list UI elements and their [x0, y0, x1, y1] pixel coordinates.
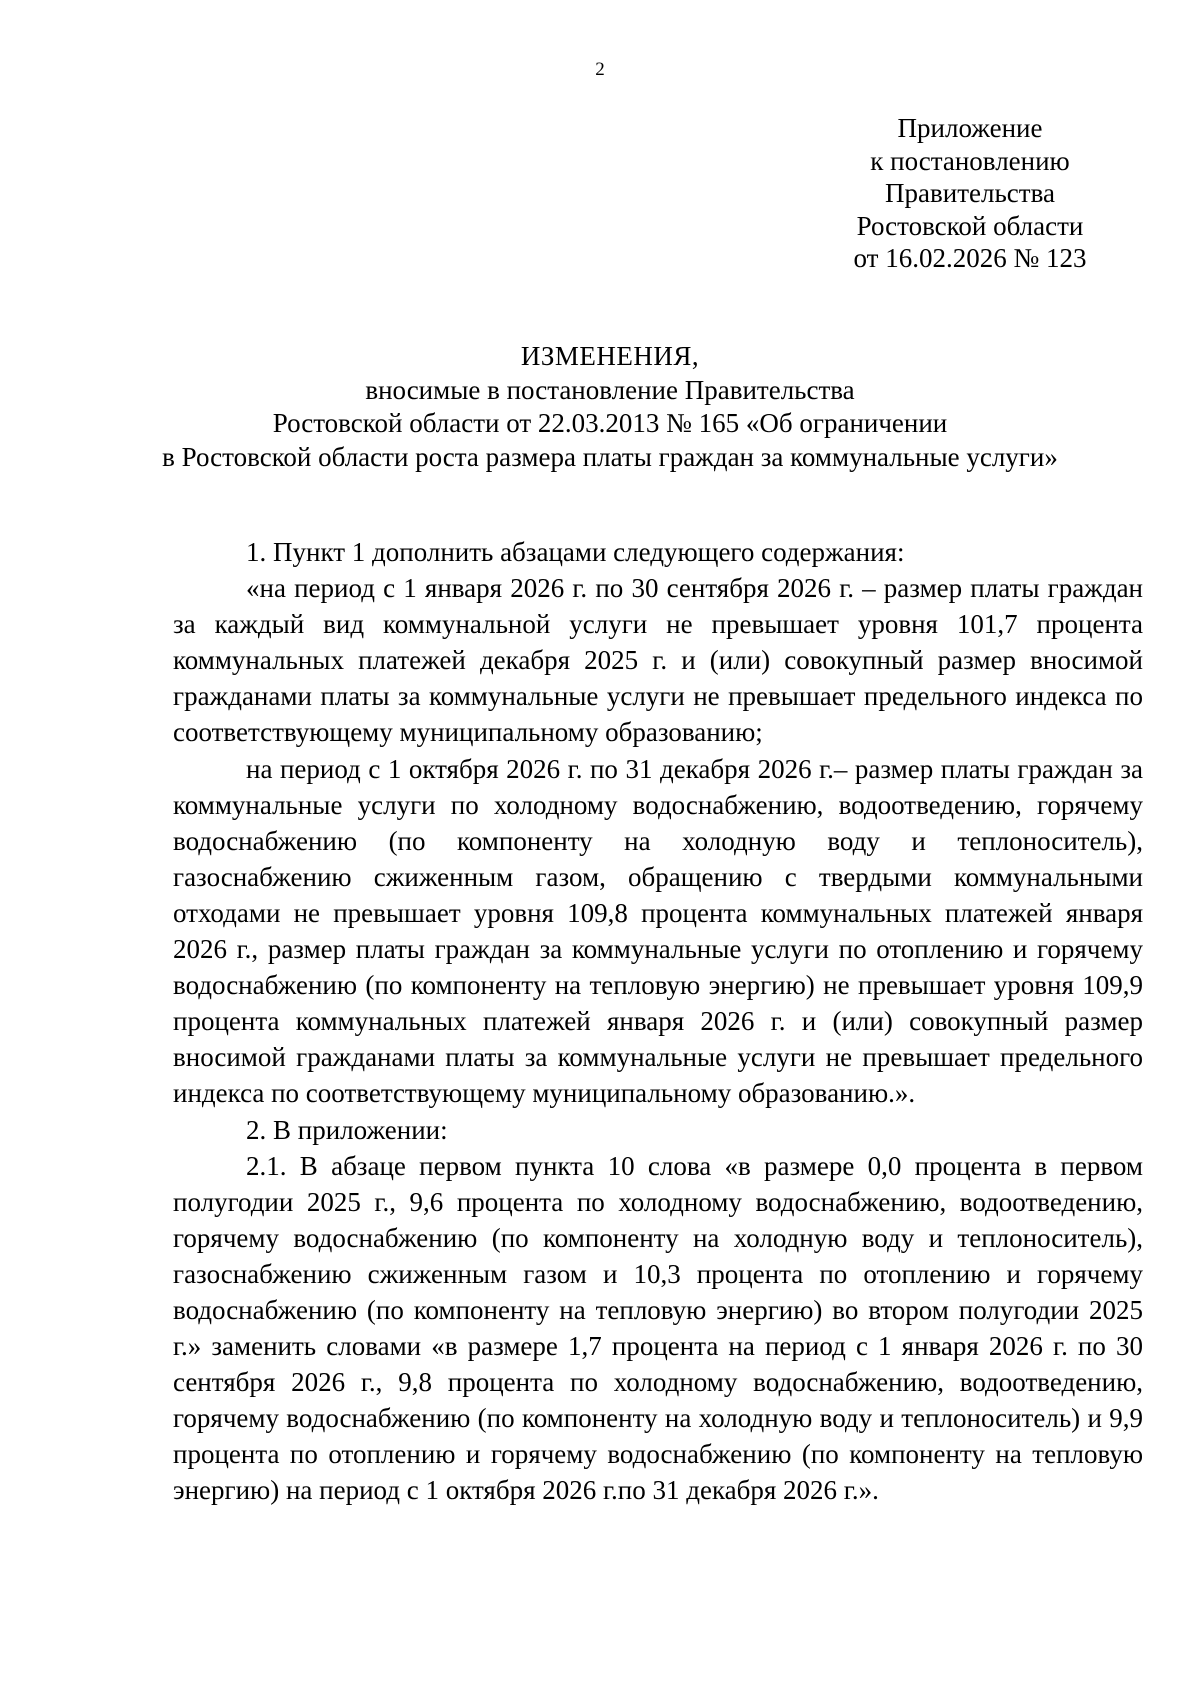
- body-paragraph: 2. В приложении:: [246, 1114, 448, 1145]
- body-paragraph: на период с 1 октября 2026 г. по 31 декабря 2026 г.– размер платы граждан за коммунальные услуги по холодному водоснабжению, водоотведению, горячему водоснабжению (по компоненту на холодную воду и теплоноситель), газоснабжению сжиженным газом, обращению с твердыми коммунальными отходами не превышает уровня 109,8 процента коммунальных платежей января 2026 г., размер платы граждан за коммунальные услуги по отоплению и горячему водоснабжению (по компоненту на тепловую энергию) не превышает уровня 109,9 процента коммунальных платежей января 2026 г. и (или) совокупный размер вносимой гражданами платы за коммунальные услуги не превышает предельного индекса по соответствующему муниципальному образованию.».: [173, 753, 1143, 1109]
- body-paragraph: 2.1. В абзаце первом пункта 10 слова «в размере 0,0 процента в первом полугодии 2025 г., 9,6 процента по холодному водоснабжению, водоотведению, горячему водоснабжению (по компоненту на холодную воду и теплоноситель), газоснабжению сжиженным газом и 10,3 процента по отоплению и горячему водоснабжению (по компоненту на тепловую энергию) во втором полугодии 2025 г.» заменить словами «в размере 1,7 процента на период с 1 января 2026 г. по 30 сентября 2026 г., 9,8 процента по холодному водоснабжению, водоотведению, горячему водоснабжению (по компоненту на холодную воду и теплоноситель) и 9,9 процента по отоплению и горячему водоснабжению (по компоненту на тепловую энергию) на период с 1 октября 2026 г.по 31 декабря 2026 г.».: [173, 1150, 1143, 1506]
- page-number: 2: [595, 59, 605, 80]
- body-paragraph: «на период с 1 января 2026 г. по 30 сентября 2026 г. – размер платы граждан за каждый вид коммунальной услуги не превышает уровня 101,7 процента коммунальных платежей декабря 2025 г. и (или) совокупный размер вносимой гражданами платы за коммунальные услуги не превышает предельного индекса по соответствующему муниципальному образованию;: [173, 573, 1143, 748]
- appendix-line: Приложение: [897, 113, 1043, 143]
- body-paragraph: 1. Пункт 1 дополнить абзацами следующего содержания:: [246, 537, 905, 567]
- document-title: [150, 340, 1070, 474]
- title-subtitle-line: Ростовской области от 22.03.2013 № 165 «Об ограничении: [272, 408, 948, 438]
- appendix-header: [805, 112, 1135, 275]
- appendix-line: Правительства: [885, 178, 1055, 208]
- title-heading: ИЗМЕНЕНИЯ,: [520, 341, 700, 371]
- appendix-line: к постановлению: [870, 145, 1070, 176]
- appendix-line: Ростовской области: [856, 210, 1084, 241]
- appendix-line: от 16.02.2026 № 123: [853, 243, 1087, 273]
- title-subtitle-line: в Ростовской области роста размера платы граждан за коммунальные услуги»: [162, 441, 1058, 472]
- title-subtitle-line: вносимые в постановление Правительства: [365, 374, 855, 405]
- document-body: [173, 534, 1143, 1509]
